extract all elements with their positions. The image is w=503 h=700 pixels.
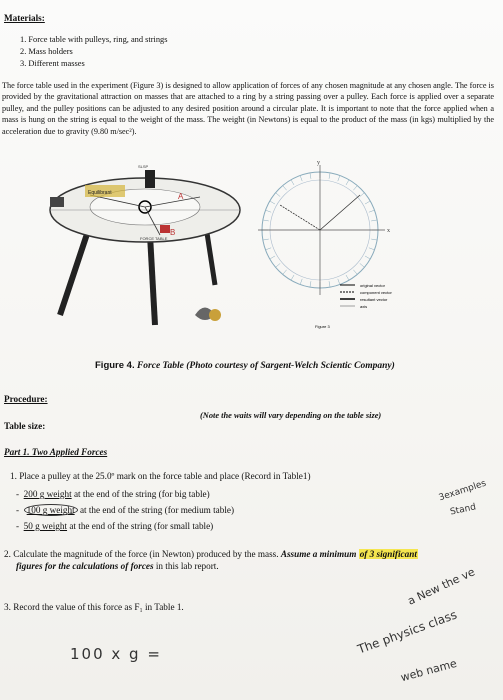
handwritten-note: 3examples	[437, 478, 488, 504]
materials-item: 2. Mass holders	[20, 47, 73, 56]
bullet-amount: 50 g weight	[23, 521, 68, 531]
protractor-tick	[346, 275, 349, 280]
protractor-tick	[276, 193, 281, 197]
intro-paragraph: The force table used in the experiment (Figure 3) is designed to allow application of forces of any chosen magnitude at any chosen angle. The force is provided by the gravitational attraction on masses that are attached to a ring by a string passing over a pulley. Each force is applied over a separate pulley, and the pulley positions can be adjusted to any desired position around a circular plate. It is important to note that the force applied when a mass is hung on the string is equal to the weight of the mass. The weight (in Newtons) is equal to the product of the mass (in kgs) multiplied by the acceleration due to gravity (9.80 m/sec²).	[2, 81, 494, 136]
step-2-highlight: of 3 significant	[359, 549, 417, 559]
protractor-tick	[263, 220, 269, 221]
protractor-tick	[329, 173, 330, 179]
step-2-emphasis: Assume a minimum	[280, 549, 359, 559]
handwritten-formula: 100 x g =	[70, 645, 162, 663]
caption-text: Force Table (Photo courtesy of Sargent-Welch Scientic Company)	[136, 361, 395, 371]
step-1: 1. Place a pulley at the 25.0º mark on the force table and place (Record in Table1)	[10, 471, 311, 481]
protractor-tick	[371, 239, 377, 240]
handwritten-note: a New the ve	[405, 565, 477, 608]
protractor-tick	[276, 263, 281, 267]
protractor-tick	[300, 175, 302, 181]
protractor-tick	[338, 279, 340, 285]
handwritten-note: The physics class	[355, 607, 459, 657]
protractor-tick	[353, 270, 357, 275]
protractor-tick	[263, 239, 269, 240]
force-table-illustration	[50, 170, 240, 325]
step-2-text: 2. Calculate the magnitude of the force (in Newton) produced by the mass.	[4, 549, 279, 559]
legend-item: component vector	[360, 290, 392, 295]
diagram-legend	[340, 285, 355, 306]
diagram-subcaption: Figure 3	[315, 324, 330, 329]
protractor-tick	[338, 175, 340, 181]
materials-heading: Materials:	[4, 13, 45, 23]
diagram-x-label: x	[387, 228, 390, 234]
bullet-rest: at the end of the string (for big table)	[71, 489, 210, 499]
protractor-tick	[369, 248, 375, 250]
legend-item: original vector	[360, 283, 385, 288]
protractor-tick	[310, 281, 311, 287]
force-table-photo	[30, 155, 470, 330]
legend-item: resultant vector	[360, 297, 388, 302]
bullet-amount: 200 g weight	[23, 489, 72, 499]
table-size-note: (Note the waits will vary depending on the table size)	[200, 411, 382, 420]
bullet-rest: at the end of the string (for medium table)	[77, 505, 235, 515]
protractor-tick	[365, 201, 370, 204]
step-3: 3. Record the value of this force as F₁ in Table 1.	[4, 602, 184, 612]
materials-item: 1. Force table with pulleys, ring, and strings	[20, 35, 168, 44]
protractor-tick	[310, 173, 311, 179]
protractor-tick	[283, 270, 287, 275]
step-2	[4, 548, 494, 572]
photo-label-equilibrant: Equilibrant	[88, 190, 112, 196]
protractor-tick	[283, 186, 287, 191]
protractor-tick	[329, 281, 330, 287]
protractor-tick	[291, 275, 294, 280]
protractor-diagram	[258, 165, 385, 295]
bullet-amount: 100 g weight	[24, 504, 78, 516]
step-2-text-end: in this lab report.	[153, 561, 219, 571]
handwritten-note: web name	[399, 656, 459, 685]
protractor-tick	[265, 210, 271, 212]
protractor-tick	[265, 248, 271, 250]
figure-caption	[95, 360, 395, 371]
photo-label-a: A	[178, 192, 184, 201]
photo-label-tag: SLSP	[138, 164, 149, 169]
procedure-heading: Procedure:	[4, 394, 48, 404]
protractor-tick	[300, 279, 302, 285]
step-2-emphasis-2: figures for the calculations of forces	[16, 561, 154, 571]
photo-label-b: B	[170, 228, 176, 237]
bullet-item: - 100 g weight at the end of the string (for medium table)	[16, 505, 235, 515]
protractor-tick	[365, 256, 370, 259]
protractor-tick	[360, 193, 365, 197]
diagram-y-label: y	[317, 160, 320, 166]
protractor-tick	[270, 201, 275, 204]
materials-item: 3. Different masses	[20, 59, 85, 68]
legend-item: axis	[360, 304, 368, 309]
protractor-tick	[371, 220, 377, 221]
figure-area	[30, 155, 470, 330]
caption-label: Figure 4.	[95, 360, 135, 371]
protractor-tick	[291, 180, 294, 185]
bullet-item: - 50 g weight at the end of the string (for small table)	[16, 521, 214, 531]
bullet-item: - 200 g weight at the end of the string (for big table)	[16, 489, 210, 499]
part-heading: Part 1. Two Applied Forces	[4, 447, 108, 457]
protractor-tick	[346, 180, 349, 185]
protractor-tick	[369, 210, 375, 212]
handwritten-note: Stand	[449, 502, 477, 518]
table-size-label: Table size:	[4, 421, 46, 431]
photo-label-table: FORCE TABLE	[140, 236, 168, 241]
bullet-rest: at the end of the string (for small table)	[67, 521, 214, 531]
protractor-tick	[270, 256, 275, 259]
protractor-tick	[360, 263, 365, 267]
protractor-tick	[353, 186, 357, 191]
